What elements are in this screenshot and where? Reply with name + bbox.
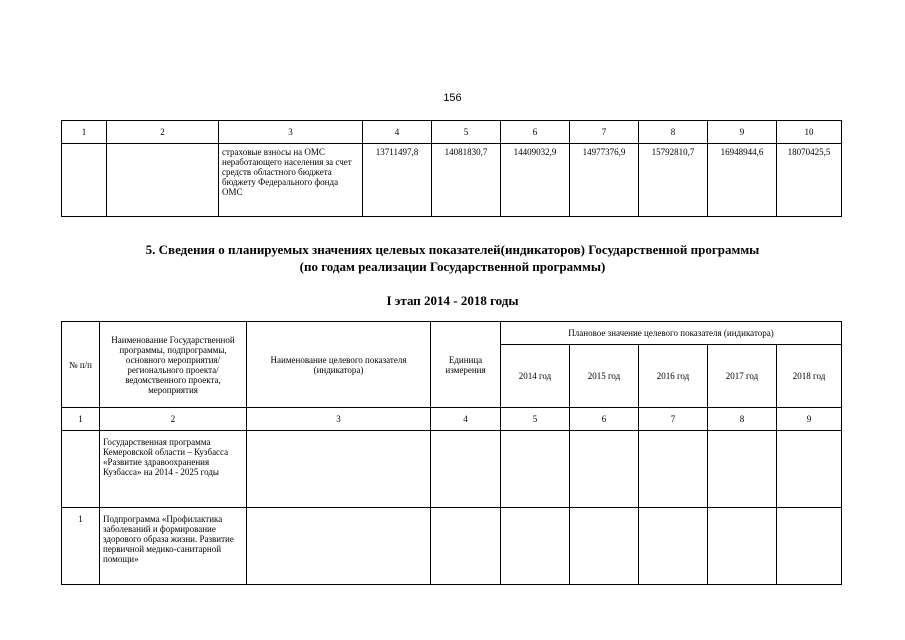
table-cell — [639, 508, 708, 585]
year-header: 2014 год — [501, 345, 570, 408]
value-cell: 14977376,9 — [570, 144, 639, 217]
index-cell: 7 — [639, 408, 708, 431]
table-cell — [431, 431, 501, 508]
header-cell: 8 — [639, 121, 708, 144]
table-cell — [107, 144, 219, 217]
col-planned-header: Плановое значение целевого показателя (индикатора) — [501, 322, 842, 345]
header-cell: 4 — [363, 121, 432, 144]
value-cell: 13711497,8 — [363, 144, 432, 217]
column-index-row — [62, 408, 842, 431]
table-cell — [639, 431, 708, 508]
year-header: 2016 год — [639, 345, 708, 408]
header-cell: 7 — [570, 121, 639, 144]
year-header: 2017 год — [708, 345, 777, 408]
header-cell: 6 — [501, 121, 570, 144]
stage-title: I этап 2014 - 2018 годы — [386, 293, 519, 308]
table-cell — [62, 144, 107, 217]
program-name: Подпрограмма «Профилактика заболеваний и формирование здорового образа жизни. Развитие первичной медико-санитарной помощи» — [100, 508, 247, 585]
index-cell: 6 — [570, 408, 639, 431]
table-row — [62, 508, 842, 585]
table-row — [62, 431, 842, 508]
index-cell: 2 — [100, 408, 247, 431]
table-cell — [247, 431, 431, 508]
row-number — [62, 431, 100, 508]
year-header: 2018 год — [777, 345, 842, 408]
header-cell: 2 — [107, 121, 219, 144]
program-name: Государственная программа Кемеровской области – Кузбасса «Развитие здравоохранения Кузбасса» на 2014 - 2025 годы — [100, 431, 247, 508]
table-cell — [708, 431, 777, 508]
table-row — [62, 144, 842, 217]
row-number: 1 — [62, 508, 100, 585]
index-cell: 4 — [431, 408, 501, 431]
table-cell — [431, 508, 501, 585]
section-subheading: (по годам реализации Государственной программы) — [299, 259, 606, 274]
table-header-row — [62, 322, 842, 345]
index-cell: 5 — [501, 408, 570, 431]
continuation-table — [61, 120, 842, 217]
table-cell — [708, 508, 777, 585]
col-indicator-header: Наименование целевого показателя (индикатора) — [247, 322, 431, 408]
table-cell — [777, 431, 842, 508]
header-cell: 5 — [432, 121, 501, 144]
table-cell — [501, 431, 570, 508]
col-number-header: № п/п — [62, 322, 100, 408]
value-cell: 14409032,9 — [501, 144, 570, 217]
value-cell: 14081830,7 — [432, 144, 501, 217]
value-cell: 16948944,6 — [708, 144, 777, 217]
header-cell: 10 — [777, 121, 842, 144]
table-cell — [777, 508, 842, 585]
header-cell: 9 — [708, 121, 777, 144]
page-number: 156 — [443, 92, 462, 104]
table-header-row — [62, 121, 842, 144]
value-cell: 18070425,5 — [777, 144, 842, 217]
indicators-table — [61, 321, 842, 585]
header-cell: 3 — [219, 121, 363, 144]
col-unit-header: Единица измерения — [431, 322, 501, 408]
value-cell: 15792810,7 — [639, 144, 708, 217]
header-cell: 1 — [62, 121, 107, 144]
section-heading: 5. Сведения о планируемых значениях целевых показателей(индикаторов) Государственной программы — [145, 242, 760, 257]
index-cell: 3 — [247, 408, 431, 431]
index-cell: 9 — [777, 408, 842, 431]
index-cell: 8 — [708, 408, 777, 431]
col-program-header: Наименование Государственной программы, подпрограммы, основного мероприятия/регионального проекта/ведомственного проекта, мероприятия — [100, 322, 247, 408]
table-cell — [247, 508, 431, 585]
year-header: 2015 год — [570, 345, 639, 408]
table-cell — [501, 508, 570, 585]
index-cell: 1 — [62, 408, 100, 431]
expense-description: страховые взносы на ОМС неработающего населения за счет средств областного бюджета бюджету Федерального фонда ОМС — [219, 144, 363, 217]
table-cell — [570, 431, 639, 508]
table-cell — [570, 508, 639, 585]
